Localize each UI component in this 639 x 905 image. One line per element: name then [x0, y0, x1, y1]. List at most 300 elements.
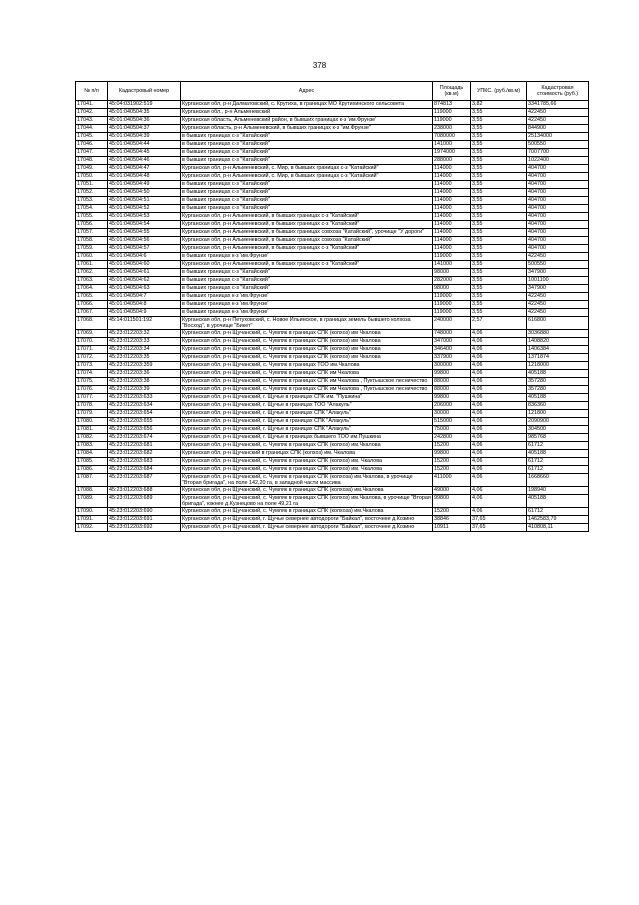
cell-cadastral-value: 616800 — [527, 317, 589, 330]
cell-area: 238000 — [433, 125, 471, 133]
table-row — [76, 229, 589, 237]
cell-address: в бывших границах с-з "Катайский" — [181, 181, 433, 189]
cell-num: 17041. — [76, 101, 108, 109]
cell-upks: 3,55 — [471, 197, 527, 205]
table-row — [76, 181, 589, 189]
cell-address: Курганская обл, р-н Далматовский, с. Крутиха, в границах МО Крутихинского сельсовета — [181, 101, 433, 109]
cell-address: Курганская обл, р-н Щучанский в границах СПК (колхоз) им. Чкалова — [181, 450, 433, 458]
cell-cadastral-number: 45:01:040504:57 — [108, 245, 181, 253]
cell-address: в бывших границах к-з 'им.Фрунзе' — [181, 293, 433, 301]
cell-area: 114000 — [433, 173, 471, 181]
cell-num: 17061. — [76, 261, 108, 269]
cell-upks: 4,06 — [471, 370, 527, 378]
cell-num: 17082. — [76, 434, 108, 442]
cell-address: Курганская обл, р-н Щучанский, г. Щучье в границах бывшего ТОО им.Пушкина — [181, 434, 433, 442]
cell-area: 114000 — [433, 205, 471, 213]
cell-area: 10911 — [433, 524, 471, 532]
cell-num: 17046. — [76, 141, 108, 149]
cell-area: 114000 — [433, 189, 471, 197]
cell-area: 141000 — [433, 261, 471, 269]
cell-address: Курганская обл, р-н Щучанский, с. Чумляк в границах СПК (колхоз) им. Чкалова — [181, 466, 433, 474]
cell-cadastral-number: 45:01:040504:61 — [108, 269, 181, 277]
cell-upks: 4,06 — [471, 410, 527, 418]
cell-address: Курганская обл, р-н Щучанский, с. Чумляк в границах СПК (колхоза) им.Чкалова — [181, 487, 433, 495]
cell-upks: 3,55 — [471, 285, 527, 293]
cell-address: Курганская обл, р-н Альменевский, в бывших границах с-з "Катайский" — [181, 261, 433, 269]
cell-address: в бывших границах с-з "Катайский" — [181, 133, 433, 141]
cell-address: Курганская обл, р-н Петуховский, с. Новое Ильинское, в границах земель бывшего колхоза "Восход", в урочище "Бикет" — [181, 317, 433, 330]
table-row — [76, 253, 589, 261]
table-row — [76, 117, 589, 125]
cell-area: 15200 — [433, 442, 471, 450]
cell-num: 17075. — [76, 378, 108, 386]
table-row — [76, 269, 589, 277]
cell-num: 17050. — [76, 173, 108, 181]
cell-upks: 3,55 — [471, 157, 527, 165]
cell-area: 114000 — [433, 221, 471, 229]
cell-cadastral-number: 45:01:040504:8 — [108, 301, 181, 309]
cell-num: 17062. — [76, 269, 108, 277]
cell-upks: 3,55 — [471, 181, 527, 189]
cell-num: 17086. — [76, 466, 108, 474]
cell-address: Курганская обл, р-н Щучанский, с. Чумляк в границах ТОО им.Чкалова — [181, 362, 433, 370]
table-row — [76, 317, 589, 330]
cell-area: 411000 — [433, 474, 471, 487]
cell-address: Курганская обл, р-н Щучанский, с. Чумляк в границах СПК (колхоз) им Чкалова — [181, 330, 433, 338]
cell-cadastral-value: 836360 — [527, 402, 589, 410]
table-row — [76, 346, 589, 354]
cell-area: 114000 — [433, 229, 471, 237]
cell-cadastral-number: 45:23:012203:34 — [108, 346, 181, 354]
cell-upks: 3,55 — [471, 269, 527, 277]
cell-upks: 4,06 — [471, 346, 527, 354]
cell-cadastral-value: 404700 — [527, 173, 589, 181]
cell-area: 515000 — [433, 418, 471, 426]
table-row — [76, 508, 589, 516]
table-row — [76, 309, 589, 317]
cell-address: Курганская обл, р-н Альменевский, в бывших границах совхоза "Катайский" — [181, 237, 433, 245]
cadastral-value-table — [75, 81, 589, 532]
cell-cadastral-value: 1462583,79 — [527, 516, 589, 524]
cell-address: Курганская обл, р-н Альменевский, с. Мир, в бывших границах с-з "Катайский" — [181, 173, 433, 181]
table-row — [76, 245, 589, 253]
cell-area: 119000 — [433, 293, 471, 301]
cell-cadastral-value: 357280 — [527, 378, 589, 386]
cell-num: 17067. — [76, 309, 108, 317]
cell-cadastral-number: 45:01:040504:39 — [108, 133, 181, 141]
cell-area: 242800 — [433, 434, 471, 442]
cell-num: 17065. — [76, 293, 108, 301]
cell-cadastral-value: 404700 — [527, 245, 589, 253]
cell-num: 17077. — [76, 394, 108, 402]
table-row — [76, 213, 589, 221]
cell-upks: 3,55 — [471, 133, 527, 141]
cell-cadastral-number: 45:23:012203:690 — [108, 508, 181, 516]
cell-address: Курганская обл, р-н Щучанский, с. Чумляк в границах СПК (колхоз) им.Чкалова, в урочище "Вторая бригада", южнее д.Кузнецово на поле 49,21 га — [182, 495, 431, 507]
table-row — [76, 516, 589, 524]
cell-num: 17085. — [76, 458, 108, 466]
cell-address: Курганская область, Альменевский район, в бывших границах к-з 'им.Фрунзе' — [181, 117, 433, 125]
cell-cadastral-value: 1408820 — [527, 338, 589, 346]
cell-cadastral-number: 45:23:012203:691 — [108, 516, 181, 524]
cell-area: 7080000 — [433, 133, 471, 141]
cell-cadastral-number: 45:01:040504:46 — [108, 157, 181, 165]
cell-num: 17064. — [76, 285, 108, 293]
cell-cadastral-value: 844900 — [527, 125, 589, 133]
cell-num: 17070. — [76, 338, 108, 346]
cell-num: 17076. — [76, 386, 108, 394]
cell-area: 119000 — [433, 309, 471, 317]
cell-area: 346400 — [433, 346, 471, 354]
cell-cadastral-value: 404700 — [527, 189, 589, 197]
table-row — [76, 133, 589, 141]
cell-num: 17060. — [76, 253, 108, 261]
cell-upks: 3,82 — [471, 101, 527, 109]
cell-cadastral-number: 45:01:040504:6 — [108, 253, 181, 261]
cell-num: 17069. — [76, 330, 108, 338]
cell-cadastral-value: 404700 — [527, 165, 589, 173]
cell-address: Курганская обл, р-н Щучанский, с. Чумляк в границах СПК им Чкалова , Пуктышское лесничество — [181, 386, 433, 394]
cell-cadastral-number: 45:01:040504:52 — [108, 205, 181, 213]
cell-address: Курганская обл, р-н Альменевский, в бывших границах совхоза "Катайский", урочище "У дороги" — [181, 229, 433, 237]
cell-upks: 3,55 — [471, 245, 527, 253]
cell-area: 30000 — [433, 410, 471, 418]
cell-area: 874813 — [433, 101, 471, 109]
cell-area: 98000 — [433, 285, 471, 293]
cell-upks: 4,06 — [471, 508, 527, 516]
cell-address: Курганская обл., р-н Альменевский — [181, 109, 433, 117]
cell-cadastral-value: 1668660 — [527, 474, 589, 487]
cell-upks: 4,06 — [471, 426, 527, 434]
table-row — [76, 524, 589, 532]
cell-num: 17044. — [76, 125, 108, 133]
cell-cadastral-value: 1022400 — [527, 157, 589, 165]
cell-area: 15200 — [433, 508, 471, 516]
cell-address: Курганская обл, р-н Щучанский, с. Чумляк в границах СПК (колхоза) им.Чкалова — [181, 508, 433, 516]
cell-address: Курганская обл, р-н Щучанский, г. Щучье севернее автодороги "Байкал", восточнее д.Козино — [181, 516, 433, 524]
cell-cadastral-number: 45:23:012203:674 — [108, 434, 181, 442]
cell-address: Курганская обл, р-н Щучанский, с. Чумляк в границах СПК им Чкалова — [181, 370, 433, 378]
cell-upks: 4,06 — [471, 394, 527, 402]
cell-num: 17054. — [76, 205, 108, 213]
cell-upks: 3,55 — [471, 277, 527, 285]
cell-upks: 4,06 — [471, 474, 527, 487]
cell-cadastral-number: 45:23:012203:655 — [108, 418, 181, 426]
cell-cadastral-number: 45:01:040504:63 — [108, 285, 181, 293]
cell-cadastral-number: 45:01:040504:47 — [108, 165, 181, 173]
cell-address: Курганская обл, р-н Щучанский, г. Щучье в границах СПК "Алакуль" — [181, 418, 433, 426]
table-row — [76, 442, 589, 450]
cell-area: 347000 — [433, 338, 471, 346]
header-num: № п/п — [76, 82, 108, 101]
table-row — [76, 434, 589, 442]
table-row — [76, 189, 589, 197]
cell-cadastral-number: 45:23:012203:33 — [108, 338, 181, 346]
cell-area: 1974000 — [433, 149, 471, 157]
cell-upks: 4,06 — [471, 466, 527, 474]
cell-cadastral-value: 404700 — [527, 181, 589, 189]
cell-cadastral-value: 347900 — [527, 269, 589, 277]
table-row — [76, 293, 589, 301]
cell-cadastral-number: 45:23:012203:36 — [108, 370, 181, 378]
cell-cadastral-value: 121800 — [527, 410, 589, 418]
header-area: Площадь (кв.м) — [433, 82, 471, 101]
cell-num: 17092. — [76, 524, 108, 532]
cell-num: 17071. — [76, 346, 108, 354]
cell-cadastral-number: 45:01:040504:49 — [108, 181, 181, 189]
cell-address: в бывших границах к-з 'им.Фрунзе' — [181, 253, 433, 261]
cell-cadastral-value: 7007700 — [527, 149, 589, 157]
table-row — [76, 197, 589, 205]
table-row — [76, 237, 589, 245]
cell-address: Курганская обл, р-н Щучанский, г. Щучье севернее автодороги "Байкал", восточнее д.Козино — [181, 524, 433, 532]
cell-num: 17087. — [76, 474, 108, 487]
cell-cadastral-value: 1371874 — [527, 354, 589, 362]
cell-num: 17063. — [76, 277, 108, 285]
cell-cadastral-number: 45:23:012203:689 — [108, 495, 181, 508]
cell-cadastral-number: 45:01:040504:60 — [108, 261, 181, 269]
header-address: Адрес — [181, 82, 433, 101]
cell-address: в бывших границах к-з 'им.Фрунзе' — [181, 301, 433, 309]
cell-address: Курганская обл, р-н Щучанский, г. Щучье в границах СПК "Алакуль" — [181, 426, 433, 434]
table-row — [76, 487, 589, 495]
table-row — [76, 474, 589, 487]
cell-area: 282000 — [433, 277, 471, 285]
table-row — [76, 410, 589, 418]
cell-upks: 3,55 — [471, 173, 527, 181]
cell-address: Курганская область, р-н Альменевский, в бывших границах к-з "им.Фрунзе" — [181, 125, 433, 133]
cell-num: 17045. — [76, 133, 108, 141]
cell-cadastral-value: 404700 — [527, 221, 589, 229]
cell-cadastral-value: 1406384 — [527, 346, 589, 354]
cell-address: Курганская обл, р-н Щучанский, с. Чумляк в границах СПК (колхоз) им. Чкалова — [181, 458, 433, 466]
cell-cadastral-number: 45:23:012203:683 — [108, 458, 181, 466]
cell-cadastral-value: 405188 — [527, 450, 589, 458]
cell-num: 17049. — [76, 165, 108, 173]
cell-num: 17089. — [76, 495, 108, 508]
cell-cadastral-number: 45:01:040504:54 — [108, 221, 181, 229]
cell-cadastral-value: 405188 — [527, 394, 589, 402]
cell-area: 119000 — [433, 117, 471, 125]
cell-upks: 3,55 — [471, 293, 527, 301]
table-row — [76, 418, 589, 426]
cell-upks: 3,55 — [471, 309, 527, 317]
cell-cadastral-number: 45:01:040504:37 — [108, 125, 181, 133]
cell-address: Курганская обл, р-н Альменевский, в бывших границах с-з "Катайский" — [181, 213, 433, 221]
cell-upks: 3,55 — [471, 229, 527, 237]
cell-address: Курганская обл, р-н Альменевский, в бывших границах с-з "Катайский" — [181, 221, 433, 229]
cell-area: 99800 — [433, 394, 471, 402]
header-cadastral-value: Кадастровая стоимость (руб.) — [527, 82, 589, 101]
cell-cadastral-number: 45:01:040504:9 — [108, 309, 181, 317]
cell-num: 17059. — [76, 245, 108, 253]
table-row — [76, 362, 589, 370]
cell-area: 114000 — [433, 197, 471, 205]
cell-cadastral-number: 45:23:012203:39 — [108, 386, 181, 394]
cell-cadastral-value: 304500 — [527, 426, 589, 434]
cell-upks: 4,06 — [471, 402, 527, 410]
cell-cadastral-value: 1218000 — [527, 362, 589, 370]
cell-cadastral-value: 422450 — [527, 309, 589, 317]
cell-num: 17088. — [76, 487, 108, 495]
cell-address: Курганская обл, р-н Щучанский, с. Чумляк в границах СПК (колхоз) им Чкалова — [181, 346, 433, 354]
cell-upks: 4,06 — [471, 442, 527, 450]
cell-address: в бывших границах с-з "Катайский" — [181, 269, 433, 277]
cell-upks: 4,06 — [471, 418, 527, 426]
cell-area: 75000 — [433, 426, 471, 434]
cell-area: 114000 — [433, 237, 471, 245]
cell-upks: 37,65 — [471, 516, 527, 524]
table-row — [76, 458, 589, 466]
cell-upks: 4,06 — [471, 458, 527, 466]
cell-cadastral-value: 422450 — [527, 117, 589, 125]
cell-area: 15200 — [433, 466, 471, 474]
cell-upks: 3,55 — [471, 253, 527, 261]
cell-area: 119000 — [433, 109, 471, 117]
cell-address: Курганская обл, р-н Щучанский, с. Чумляк в границах СПК (колхоза) им.Чкалова, в урочище "Вторая бригада", на поле 142,20 га, в западной части массива — [181, 474, 433, 487]
table-row — [76, 221, 589, 229]
cell-area: 98000 — [433, 269, 471, 277]
cell-num: 17090. — [76, 508, 108, 516]
cell-cadastral-value: 405188 — [527, 370, 589, 378]
cell-area: 206000 — [433, 402, 471, 410]
cell-cadastral-value: 405188 — [527, 495, 589, 508]
cell-upks: 3,55 — [471, 205, 527, 213]
cell-cadastral-number: 45:23:012203:656 — [108, 426, 181, 434]
table-row — [76, 495, 589, 508]
cell-address: в бывших границах с-з "Катайский" — [181, 189, 433, 197]
cell-num: 17051. — [76, 181, 108, 189]
cell-cadastral-number: 45:23:012203:684 — [108, 466, 181, 474]
table-row — [76, 141, 589, 149]
table-row — [76, 466, 589, 474]
cell-address: Курганская обл, р-н Щучанский, с. Чумляк в границах СПК им Чкалова , Пуктышское лесничество — [181, 378, 433, 386]
table-row — [76, 378, 589, 386]
cell-cadastral-number: 45:01:040504:7 — [108, 293, 181, 301]
cell-area: 114000 — [433, 245, 471, 253]
cell-cadastral-value: 61712 — [527, 442, 589, 450]
cell-address: в бывших границах с-з "Катайский" — [181, 197, 433, 205]
cell-cadastral-value: 500550 — [527, 141, 589, 149]
table-row — [76, 157, 589, 165]
cell-cadastral-number: 45:01:040504:35 — [108, 109, 181, 117]
cell-cadastral-number: 45:23:012203:35 — [108, 354, 181, 362]
table-header-row — [76, 82, 589, 101]
cell-upks: 3,55 — [471, 301, 527, 309]
cell-num: 17043. — [76, 117, 108, 125]
cell-address: Курганская обл, р-н Щучанский, г. Щучье в границах ТОО "Алакуль" — [181, 402, 433, 410]
cell-num: 17047. — [76, 149, 108, 157]
cell-area: 49000 — [433, 487, 471, 495]
cell-cadastral-number: 45:23:012203:687 — [108, 474, 181, 487]
cell-cadastral-value: 3036880 — [527, 330, 589, 338]
table-row — [76, 261, 589, 269]
cell-upks: 3,55 — [471, 165, 527, 173]
cell-num: 17073. — [76, 362, 108, 370]
cell-cadastral-value: 347900 — [527, 285, 589, 293]
cell-area: 114000 — [433, 181, 471, 189]
cell-num: 17078. — [76, 402, 108, 410]
cell-cadastral-number: 45:23:012203:692 — [108, 524, 181, 532]
cell-address: Курганская обл, р-н Альменевский, в бывших границах с-з "Катайский" — [181, 245, 433, 253]
cell-cadastral-value: 61712 — [527, 458, 589, 466]
cell-cadastral-value: 3341785,66 — [527, 101, 589, 109]
table-row — [76, 109, 589, 117]
cell-area: 240000 — [433, 317, 471, 330]
cell-area: 38846 — [433, 516, 471, 524]
cell-area: 288000 — [433, 157, 471, 165]
header-cadastral-number: Кадастровый номер — [108, 82, 181, 101]
cell-cadastral-number: 45:14:011501:192 — [108, 317, 181, 330]
cell-cadastral-number: 45:01:040504:50 — [108, 189, 181, 197]
table-row — [76, 394, 589, 402]
cell-cadastral-number: 45:01:040504:55 — [108, 229, 181, 237]
cell-num: 17056. — [76, 221, 108, 229]
cell-num: 17091. — [76, 516, 108, 524]
cell-area: 337900 — [433, 354, 471, 362]
table-row — [76, 338, 589, 346]
cell-cadastral-value: 404700 — [527, 213, 589, 221]
cell-cadastral-value: 61712 — [527, 508, 589, 516]
cell-cadastral-value: 357280 — [527, 386, 589, 394]
table-row — [76, 370, 589, 378]
table-row — [76, 165, 589, 173]
cell-upks: 3,55 — [471, 149, 527, 157]
cell-cadastral-value: 1001100 — [527, 277, 589, 285]
cell-upks: 37,65 — [471, 524, 527, 532]
cell-area: 99800 — [433, 450, 471, 458]
cell-cadastral-value: 61712 — [527, 466, 589, 474]
table-row — [76, 301, 589, 309]
cell-cadastral-number: 45:01:040504:48 — [108, 173, 181, 181]
cell-address: в бывших границах с-з "Катайский" — [181, 149, 433, 157]
table-row — [76, 402, 589, 410]
cell-address: в бывших границах с-з "Катайский" — [181, 157, 433, 165]
cell-upks: 4,06 — [471, 386, 527, 394]
cell-num: 17081. — [76, 426, 108, 434]
cell-num: 17048. — [76, 157, 108, 165]
cell-num: 17084. — [76, 450, 108, 458]
cell-area: 114000 — [433, 213, 471, 221]
cell-cadastral-value: 404700 — [527, 229, 589, 237]
cell-cadastral-number: 45:23:012203:688 — [108, 487, 181, 495]
cell-area: 114000 — [433, 165, 471, 173]
table-row — [76, 205, 589, 213]
cell-cadastral-number: 45:23:012203:359 — [108, 362, 181, 370]
cell-cadastral-value: 410808,11 — [527, 524, 589, 532]
cell-num: 17080. — [76, 418, 108, 426]
cell-num: 17079. — [76, 410, 108, 418]
header-upks: УПКС. (руб./кв.м) — [471, 82, 527, 101]
table-row — [76, 354, 589, 362]
cell-cadastral-number: 45:01:040504:36 — [108, 117, 181, 125]
cell-upks: 3,55 — [471, 261, 527, 269]
cell-area: 119000 — [433, 301, 471, 309]
cell-num: 17058. — [76, 237, 108, 245]
table-row — [76, 450, 589, 458]
cell-address: в бывших границах с-з "Катайский" — [181, 285, 433, 293]
cell-cadastral-number: 45:23:012203:38 — [108, 378, 181, 386]
cell-area: 88000 — [433, 378, 471, 386]
cell-upks: 4,06 — [471, 354, 527, 362]
cell-upks: 4,06 — [471, 450, 527, 458]
cell-address: Курганская обл, р-н Щучанский, с. Чумляк в границах СПК (колхоз) им Чкалова — [181, 338, 433, 346]
cell-cadastral-number: 45:23:012203:32 — [108, 330, 181, 338]
cell-area: 300000 — [433, 362, 471, 370]
cell-address: Курганская обл, р-н Щучанский, с. Чумляк в границах СПК (колхоз) им.Чкалова — [181, 442, 433, 450]
cell-cadastral-value: 404700 — [527, 205, 589, 213]
cell-cadastral-number: 45:04:031902:519 — [108, 101, 181, 109]
